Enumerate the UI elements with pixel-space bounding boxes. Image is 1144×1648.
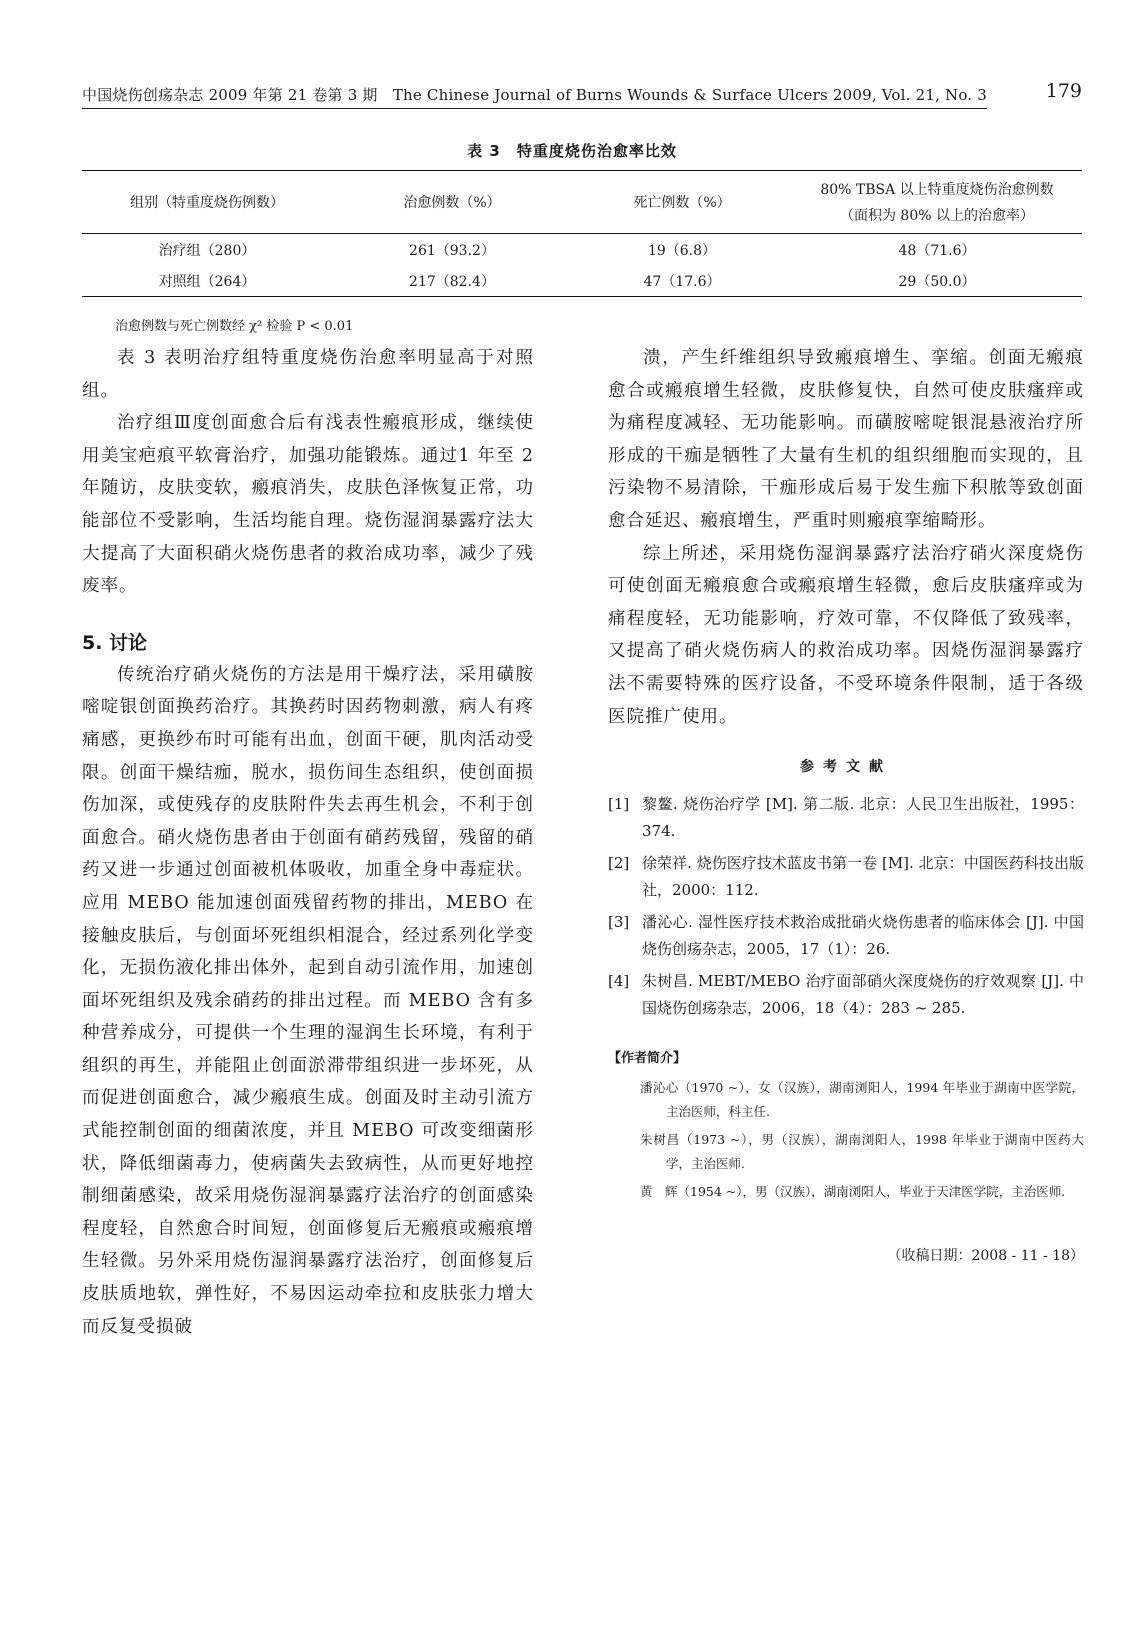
page-number: 179 xyxy=(1045,80,1082,102)
cell: 261（93.2） xyxy=(409,242,495,259)
reference-item xyxy=(608,791,1084,845)
header-death: 死亡例数（%） xyxy=(633,195,731,211)
reference-number: [4] xyxy=(608,972,630,991)
paragraph: 综上所述，采用烧伤湿润暴露疗法治疗硝火深度烧伤可使创面无瘢痕愈合或瘢痕增生轻微，愈后皮肤瘙痒或为痛程度轻，无功能影响，疗效可靠，不仅降低了致残率，又提高了硝火烧伤病人的救治成功率。因烧伤湿润暴露疗法不需要特殊的医疗设备，不受环境条件限制，适于各级医院推广使用。 xyxy=(608,543,1084,727)
paragraph: 表 3 表明治疗组特重度烧伤治愈率明显高于对照组。 xyxy=(82,348,534,401)
received-date: （收稿日期：2008 - 11 - 18） xyxy=(887,1248,1084,1265)
running-header xyxy=(82,80,1082,110)
cell: 29（50.0） xyxy=(898,273,976,290)
cell: 48（71.6） xyxy=(898,242,976,259)
references-heading: 参考文献 xyxy=(800,759,892,776)
reference-text: 潘沁心. 湿性医疗技术救治成批硝火烧伤患者的临床体会 [J]. 中国烧伤创疡杂志，2005，17（1）：26. xyxy=(642,913,1084,959)
author-bio: 朱树昌（1973 ~），男（汉族），湖南浏阳人，1998 年毕业于湖南中医药大学，主治医师. xyxy=(640,1132,1084,1172)
journal-running-title: 中国烧伤创疡杂志 2009 年第 21 卷第 3 期 The Chinese Journal of Burns Wounds & Surface Ulcers 2009, Vol. 21, No. 3 xyxy=(82,84,987,109)
reference-item xyxy=(608,850,1084,904)
reference-number: [1] xyxy=(608,795,630,814)
cell: 对照组（264） xyxy=(158,273,256,290)
results-table xyxy=(82,170,1082,297)
header-cured: 治愈例数（%） xyxy=(403,195,501,211)
paragraph: 治疗组Ⅲ度创面愈合后有浅表性瘢痕形成，继续使用美宝疤痕平软膏治疗，加强功能锻炼。通过1 年至 2 年随访，皮肤变软，瘢痕消失，皮肤色泽恢复正常，功能部位不受影响，生活均能自理。烧伤湿润暴露疗法大大提高了大面积硝火烧伤患者的救治成功率，减少了残废率。 xyxy=(82,413,534,597)
header-80tbsa-line1: 80% TBSA 以上特重度烧伤治愈例数 xyxy=(820,182,1054,198)
section-heading: 5. 讨论 xyxy=(82,631,148,654)
table-note: 治愈例数与死亡例数经 χ² 检验 P < 0.01 xyxy=(115,319,354,334)
reference-text: 黎鳌. 烧伤治疗学 [M]. 第二版. 北京：人民卫生出版社，1995：374. xyxy=(642,795,1084,841)
reference-number: [2] xyxy=(608,854,630,873)
table-header-row xyxy=(82,171,1082,234)
table-row xyxy=(82,234,1082,266)
header-80tbsa-line2: （面积为 80% 以上的治愈率） xyxy=(839,208,1035,224)
author-bio: 潘沁心（1970 ~），女（汉族），湖南浏阳人，1994 年毕业于湖南中医学院，主治医师，科主任. xyxy=(640,1080,1084,1120)
header-80tbsa xyxy=(792,171,1082,234)
author-bio: 黄 辉（1954 ~），男（汉族），湖南浏阳人，毕业于天津医学院，主治医师. xyxy=(640,1184,1066,1200)
reference-text: 徐荣祥. 烧伤医疗技术蓝皮书第一卷 [M]. 北京：中国医药科技出版社，2000：112. xyxy=(642,854,1084,900)
left-column xyxy=(82,342,534,1343)
cell: 217（82.4） xyxy=(409,273,495,290)
table-row xyxy=(82,265,1082,297)
paragraph: 溃，产生纤维组织导致瘢痕增生、挛缩。创面无瘢痕愈合或瘢痕增生轻微，皮肤修复快，自然可使皮肤瘙痒或为痛程度减轻、无功能影响。而磺胺嘧啶银混悬液治疗所形成的干痂是牺牲了大量有生机的组织细胞而实现的，且污染物不易清除，干痂形成后易于发生痂下积脓等致创面愈合延迟、瘢痕增生，严重时则瘢痕挛缩畸形。 xyxy=(608,348,1084,531)
cell: 19（6.8） xyxy=(647,242,717,259)
reference-number: [3] xyxy=(608,913,630,932)
header-group: 组别（特重度烧伤例数） xyxy=(130,195,284,211)
cell: 47（17.6） xyxy=(643,273,721,290)
cell: 治疗组（280） xyxy=(158,242,256,259)
reference-item xyxy=(608,909,1084,963)
author-bio-heading: 【作者简介】 xyxy=(608,1051,687,1067)
reference-text: 朱树昌. MEBT/MEBO 治疗面部硝火深度烧伤的疗效观察 [J]. 中国烧伤创疡杂志，2006，18（4）：283 ~ 285. xyxy=(642,972,1084,1018)
paragraph: 传统治疗硝火烧伤的方法是用干燥疗法，采用磺胺嘧啶银创面换药治疗。其换药时因药物刺激，病人有疼痛感，更换纱布时可能有出血，创面干硬，肌肉活动受限。创面干燥结痂，脱水，损伤间生态组织，使创面损伤加深，或使残存的皮肤附件失去再生机会，不利于创面愈合。硝火烧伤患者由于创面有硝药残留，残留的硝药又进一步通过创面被机体吸收，加重全身中毒症状。应用 MEBO 能加速创面残留药物的排出，MEBO 在接触皮肤后，与创面坏死组织相混合，经过系列化学变化，无损伤液化排出体外，起到自动引流作用，加速创面坏死组织及残余硝药的排出过程。而 MEBO 含有多种营养成分，可提供一个生理的湿润生长环境，有利于组织的再生，并能阻止创面淤滞带组织进一步坏死，从而促进创面愈合，减少瘢痕生成。创面及时主动引流方式能控制创面的细菌浓度，并且 MEBO 可改变细菌形状，降低细菌毒力，使病菌失去致病性，从而更好地控制细菌感染，故采用烧伤湿润暴露疗法治疗的创面感染程度轻，自然愈合时间短，创面修复后无瘢痕或瘢痕增生轻微。另外采用烧伤湿润暴露疗法治疗，创面修复后皮肤质地软，弹性好，不易因运动牵拉和皮肤张力增大而反复受损破 xyxy=(82,664,534,1337)
reference-item xyxy=(608,968,1084,1022)
table-caption: 表 3 特重度烧伤治愈率比效 xyxy=(467,142,677,160)
right-column xyxy=(608,342,1084,1273)
